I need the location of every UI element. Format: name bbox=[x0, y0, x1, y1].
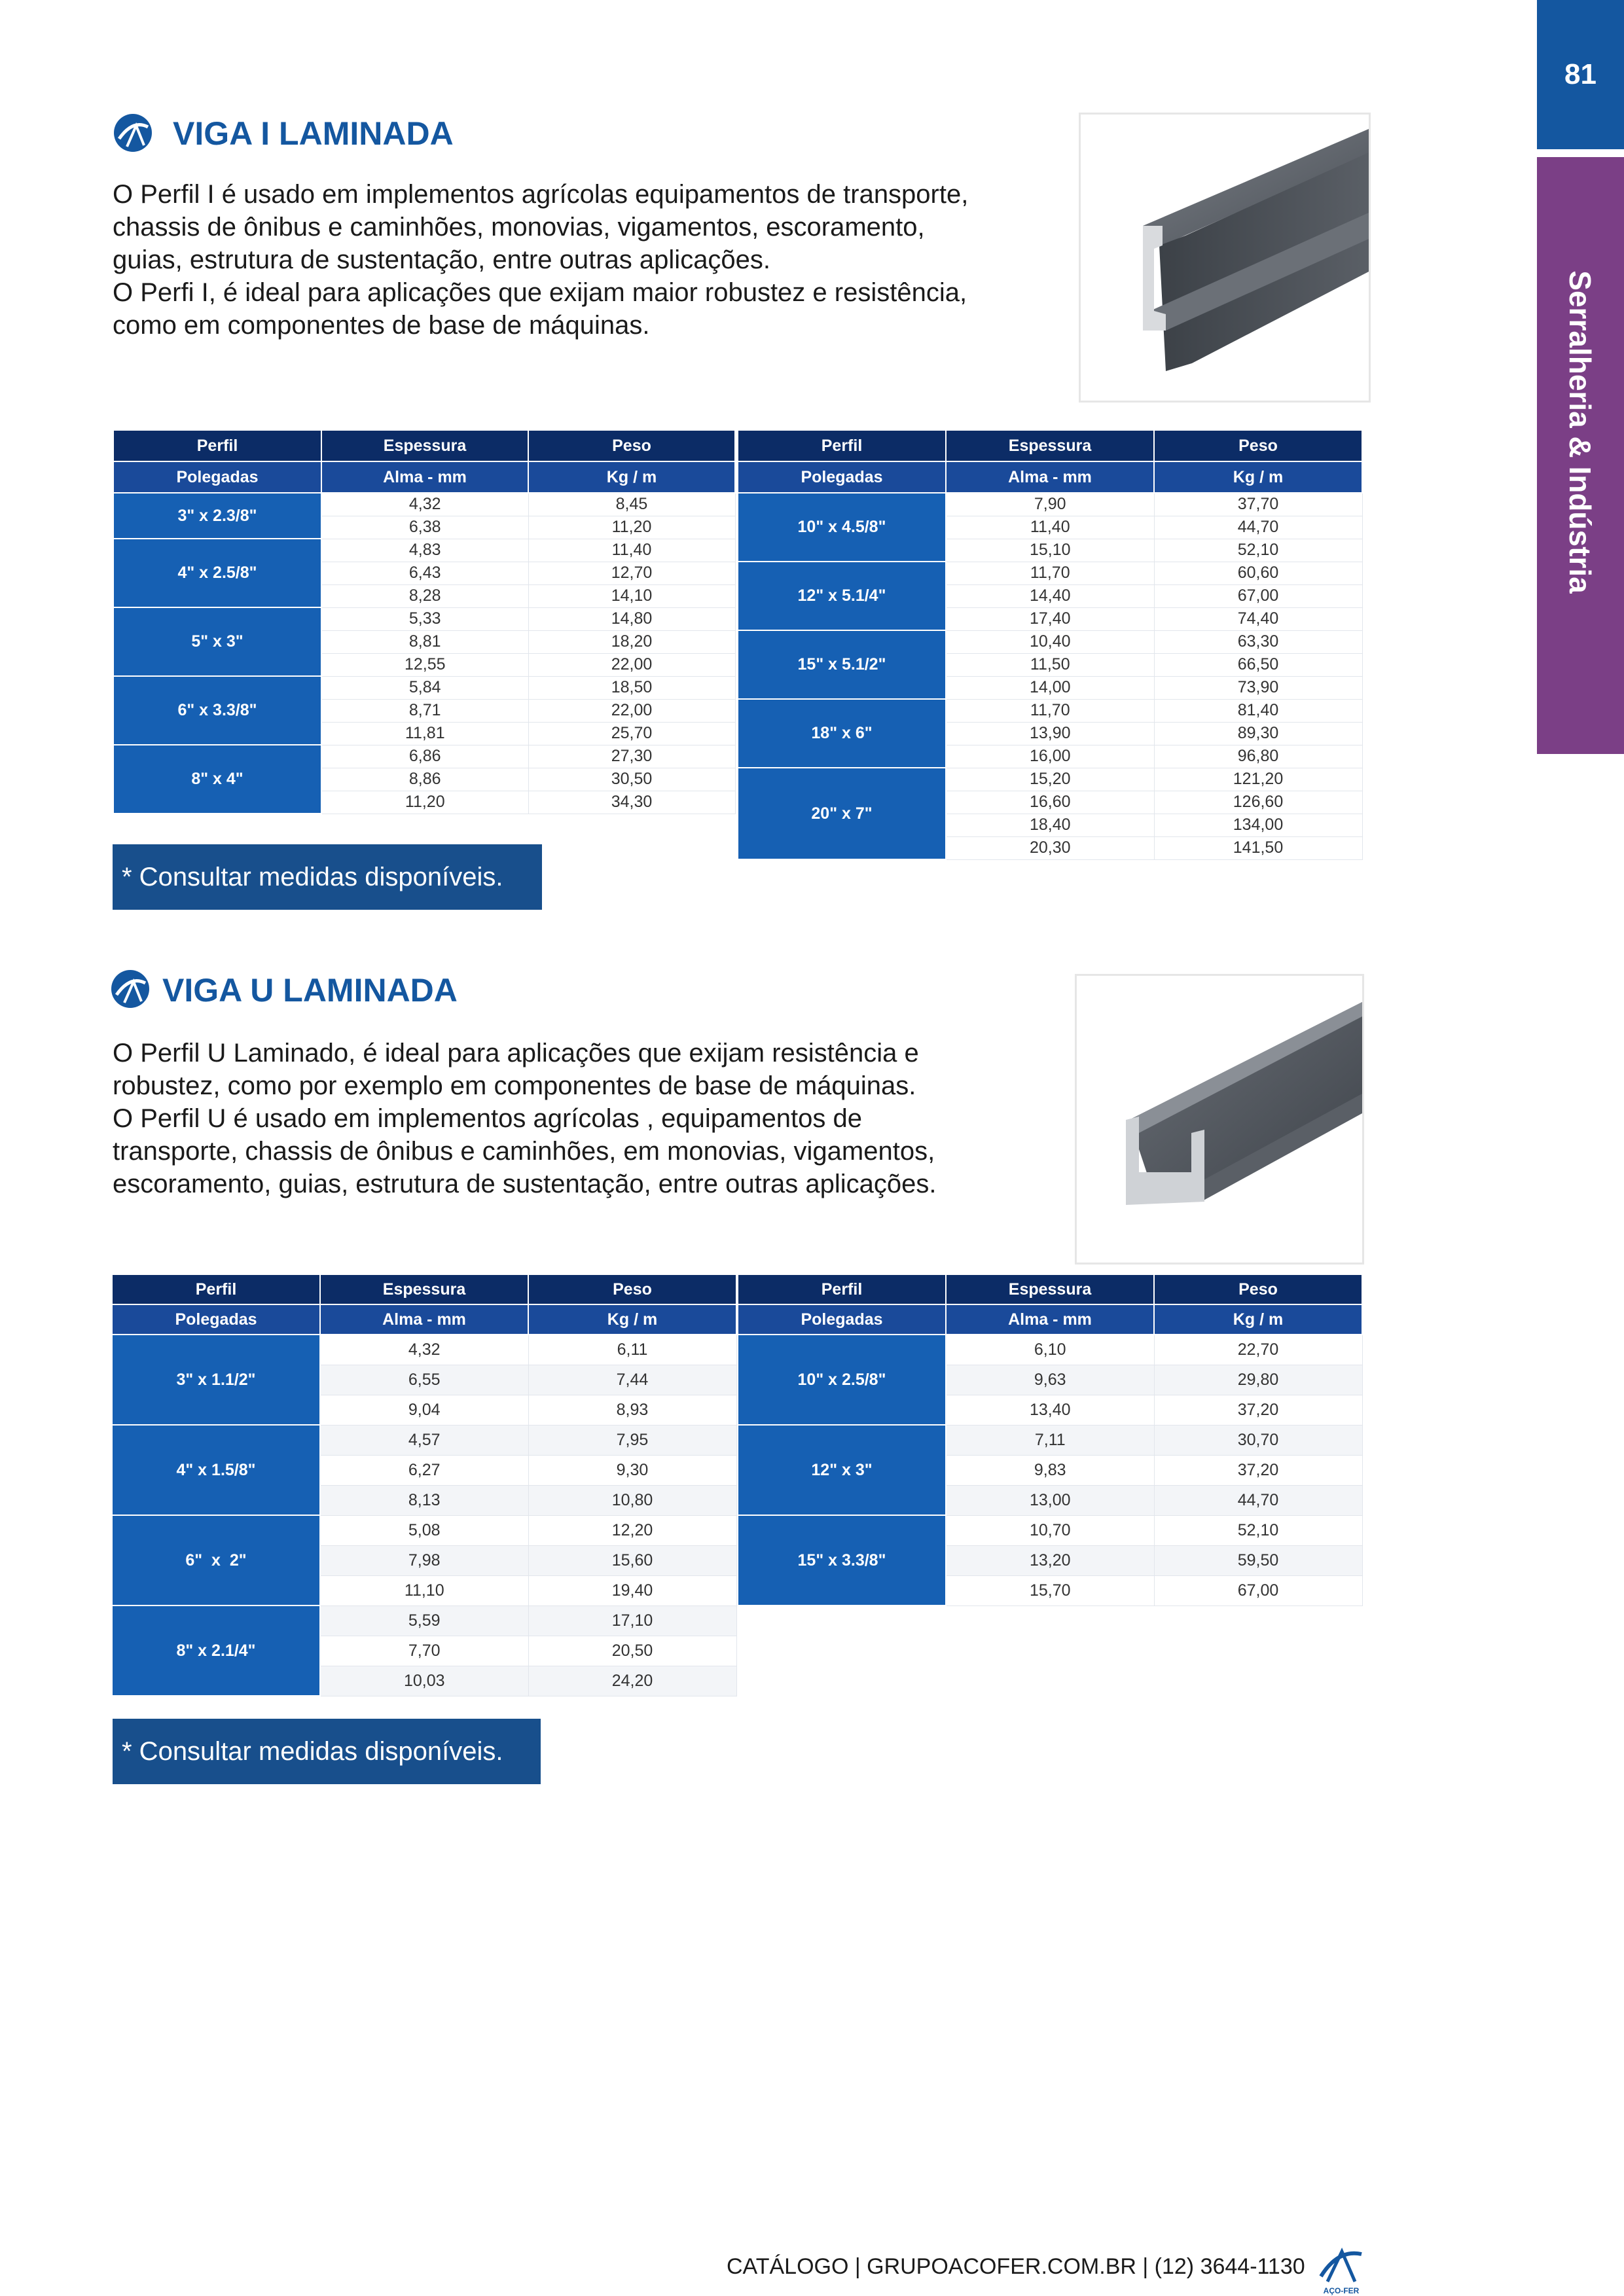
peso-value: 15,60 bbox=[528, 1545, 736, 1575]
peso-value: 7,44 bbox=[528, 1365, 736, 1395]
profile-label: 6" x 2" bbox=[112, 1515, 320, 1605]
table-row bbox=[112, 1335, 736, 1365]
alma-value: 8,71 bbox=[321, 699, 528, 722]
description-line: robustez, como por exemplo em componentes de base de máquinas. bbox=[113, 1071, 916, 1100]
profile-label: 3" x 2.3/8" bbox=[113, 493, 321, 539]
peso-value: 37,20 bbox=[1154, 1395, 1362, 1425]
alma-value: 11,10 bbox=[320, 1575, 528, 1605]
peso-value: 18,20 bbox=[528, 630, 735, 653]
viga-u-note: * Consultar medidas disponíveis. bbox=[113, 1719, 541, 1784]
table-row bbox=[738, 768, 1362, 791]
alma-value: 11,20 bbox=[321, 791, 528, 814]
peso-value: 11,40 bbox=[528, 539, 735, 562]
profile-label: 8" x 4" bbox=[113, 745, 321, 814]
alma-value: 16,60 bbox=[946, 791, 1154, 814]
profile-label: 10" x 2.5/8" bbox=[738, 1335, 946, 1425]
peso-value: 74,40 bbox=[1154, 607, 1362, 630]
alma-value: 7,90 bbox=[946, 493, 1154, 516]
table-row bbox=[113, 539, 735, 562]
peso-value: 134,00 bbox=[1154, 814, 1362, 836]
col-header-polegadas: Polegadas bbox=[113, 461, 321, 493]
col-header-alma: Alma - mm bbox=[321, 461, 528, 493]
peso-value: 17,10 bbox=[528, 1605, 736, 1636]
viga-i-table-right bbox=[737, 429, 1363, 860]
section-tab-label: Serralheria & Indústria bbox=[1563, 270, 1597, 594]
profile-label: 12" x 5.1/4" bbox=[738, 562, 946, 630]
peso-value: 67,00 bbox=[1154, 584, 1362, 607]
profile-label: 18" x 6" bbox=[738, 699, 946, 768]
table-row bbox=[738, 1425, 1362, 1455]
peso-value: 73,90 bbox=[1154, 676, 1362, 699]
alma-value: 5,84 bbox=[321, 676, 528, 699]
alma-value: 8,28 bbox=[321, 584, 528, 607]
table-row bbox=[112, 1425, 736, 1455]
peso-value: 8,45 bbox=[528, 493, 735, 516]
alma-value: 10,70 bbox=[946, 1515, 1154, 1545]
section-title-viga-i: VIGA I LAMINADA bbox=[173, 115, 454, 152]
col-header-espessura: Espessura bbox=[946, 430, 1154, 461]
alma-value: 13,00 bbox=[946, 1485, 1154, 1515]
profile-label: 10" x 4.5/8" bbox=[738, 493, 946, 562]
peso-value: 7,95 bbox=[528, 1425, 736, 1455]
table-row bbox=[738, 493, 1362, 516]
col-header-kgm: Kg / m bbox=[528, 461, 735, 493]
alma-value: 11,81 bbox=[321, 722, 528, 745]
col-header-perfil: Perfil bbox=[738, 1274, 946, 1304]
description-line: como em componentes de base de máquinas. bbox=[113, 311, 650, 340]
table-row bbox=[112, 1605, 736, 1636]
description-line: O Perfi I, é ideal para aplicações que exijam maior robustez e resistência, bbox=[113, 278, 967, 307]
company-logo-icon bbox=[113, 113, 153, 153]
alma-value: 11,50 bbox=[946, 653, 1154, 676]
col-header-peso: Peso bbox=[1154, 1274, 1362, 1304]
alma-value: 10,40 bbox=[946, 630, 1154, 653]
peso-value: 44,70 bbox=[1154, 1485, 1362, 1515]
peso-value: 27,30 bbox=[528, 745, 735, 768]
col-header-perfil: Perfil bbox=[738, 430, 946, 461]
alma-value: 6,55 bbox=[320, 1365, 528, 1395]
profile-label: 15" x 3.3/8" bbox=[738, 1515, 946, 1605]
alma-value: 18,40 bbox=[946, 814, 1154, 836]
description-line: escoramento, guias, estrutura de sustentação, entre outras aplicações. bbox=[113, 1170, 937, 1198]
col-header-kgm: Kg / m bbox=[528, 1304, 736, 1335]
peso-value: 52,10 bbox=[1154, 539, 1362, 562]
col-header-peso: Peso bbox=[528, 1274, 736, 1304]
col-header-espessura: Espessura bbox=[321, 430, 528, 461]
profile-label: 5" x 3" bbox=[113, 607, 321, 676]
description-line: transporte, chassis de ônibus e caminhões, em monovias, vigamentos, bbox=[113, 1137, 935, 1166]
col-header-peso: Peso bbox=[1154, 430, 1362, 461]
peso-value: 30,50 bbox=[528, 768, 735, 791]
peso-value: 89,30 bbox=[1154, 722, 1362, 745]
col-header-alma: Alma - mm bbox=[946, 461, 1154, 493]
col-header-kgm: Kg / m bbox=[1154, 1304, 1362, 1335]
peso-value: 66,50 bbox=[1154, 653, 1362, 676]
alma-value: 14,40 bbox=[946, 584, 1154, 607]
viga-u-table-right bbox=[737, 1274, 1363, 1606]
alma-value: 9,83 bbox=[946, 1455, 1154, 1485]
alma-value: 6,86 bbox=[321, 745, 528, 768]
alma-value: 4,32 bbox=[320, 1335, 528, 1365]
profile-label: 4" x 1.5/8" bbox=[112, 1425, 320, 1515]
alma-value: 16,00 bbox=[946, 745, 1154, 768]
peso-value: 9,30 bbox=[528, 1455, 736, 1485]
peso-value: 81,40 bbox=[1154, 699, 1362, 722]
table-row bbox=[113, 607, 735, 630]
peso-value: 63,30 bbox=[1154, 630, 1362, 653]
table-row bbox=[738, 699, 1362, 722]
peso-value: 67,00 bbox=[1154, 1575, 1362, 1605]
alma-value: 9,63 bbox=[946, 1365, 1154, 1395]
peso-value: 22,00 bbox=[528, 699, 735, 722]
peso-value: 30,70 bbox=[1154, 1425, 1362, 1455]
company-logo-icon bbox=[110, 969, 151, 1009]
profile-label: 12" x 3" bbox=[738, 1425, 946, 1515]
description-line: O Perfil I é usado em implementos agrícolas equipamentos de transporte, bbox=[113, 180, 969, 209]
table-row bbox=[113, 676, 735, 699]
profile-label: 15" x 5.1/2" bbox=[738, 630, 946, 699]
col-header-perfil: Perfil bbox=[113, 430, 321, 461]
alma-value: 10,03 bbox=[320, 1666, 528, 1696]
table-row bbox=[738, 1515, 1362, 1545]
col-header-polegadas: Polegadas bbox=[738, 1304, 946, 1335]
alma-value: 20,30 bbox=[946, 836, 1154, 859]
peso-value: 11,20 bbox=[528, 516, 735, 539]
table-row bbox=[738, 1335, 1362, 1365]
peso-value: 20,50 bbox=[528, 1636, 736, 1666]
profile-label: 4" x 2.5/8" bbox=[113, 539, 321, 607]
peso-value: 12,20 bbox=[528, 1515, 736, 1545]
col-header-alma: Alma - mm bbox=[946, 1304, 1154, 1335]
alma-value: 17,40 bbox=[946, 607, 1154, 630]
peso-value: 34,30 bbox=[528, 791, 735, 814]
peso-value: 121,20 bbox=[1154, 768, 1362, 791]
viga-i-description bbox=[113, 178, 1042, 342]
peso-value: 22,70 bbox=[1154, 1335, 1362, 1365]
alma-value: 6,38 bbox=[321, 516, 528, 539]
alma-value: 8,13 bbox=[320, 1485, 528, 1515]
peso-value: 8,93 bbox=[528, 1395, 736, 1425]
alma-value: 6,27 bbox=[320, 1455, 528, 1485]
alma-value: 4,57 bbox=[320, 1425, 528, 1455]
alma-value: 11,70 bbox=[946, 562, 1154, 584]
peso-value: 29,80 bbox=[1154, 1365, 1362, 1395]
peso-value: 52,10 bbox=[1154, 1515, 1362, 1545]
description-line: chassis de ônibus e caminhões, monovias, vigamentos, escoramento, bbox=[113, 213, 925, 242]
col-header-espessura: Espessura bbox=[320, 1274, 528, 1304]
footer-text: CATÁLOGO | GRUPOACOFER.COM.BR | (12) 3644-1130 bbox=[727, 2254, 1305, 2279]
peso-value: 14,80 bbox=[528, 607, 735, 630]
peso-value: 126,60 bbox=[1154, 791, 1362, 814]
profile-label: 3" x 1.1/2" bbox=[112, 1335, 320, 1425]
alma-value: 11,70 bbox=[946, 699, 1154, 722]
i-beam-photo bbox=[1079, 113, 1371, 403]
alma-value: 11,40 bbox=[946, 516, 1154, 539]
alma-value: 15,10 bbox=[946, 539, 1154, 562]
alma-value: 4,83 bbox=[321, 539, 528, 562]
table-row bbox=[738, 562, 1362, 584]
alma-value: 7,11 bbox=[946, 1425, 1154, 1455]
alma-value: 15,70 bbox=[946, 1575, 1154, 1605]
viga-u-table-left bbox=[111, 1274, 737, 1696]
table-row bbox=[738, 630, 1362, 653]
alma-value: 6,10 bbox=[946, 1335, 1154, 1365]
peso-value: 44,70 bbox=[1154, 516, 1362, 539]
peso-value: 24,20 bbox=[528, 1666, 736, 1696]
peso-value: 96,80 bbox=[1154, 745, 1362, 768]
svg-text:AÇO-FER: AÇO-FER bbox=[1323, 2286, 1360, 2295]
alma-value: 7,98 bbox=[320, 1545, 528, 1575]
peso-value: 14,10 bbox=[528, 584, 735, 607]
table-row bbox=[113, 493, 735, 516]
col-header-kgm: Kg / m bbox=[1154, 461, 1362, 493]
alma-value: 5,59 bbox=[320, 1605, 528, 1636]
alma-value: 4,32 bbox=[321, 493, 528, 516]
u-channel-photo bbox=[1075, 974, 1364, 1265]
peso-value: 18,50 bbox=[528, 676, 735, 699]
peso-value: 19,40 bbox=[528, 1575, 736, 1605]
col-header-peso: Peso bbox=[528, 430, 735, 461]
alma-value: 13,40 bbox=[946, 1395, 1154, 1425]
description-line: guias, estrutura de sustentação, entre outras aplicações. bbox=[113, 245, 771, 274]
table-row bbox=[112, 1515, 736, 1545]
profile-label: 6" x 3.3/8" bbox=[113, 676, 321, 745]
page-number: 81 bbox=[1537, 0, 1624, 149]
peso-value: 37,70 bbox=[1154, 493, 1362, 516]
peso-value: 141,50 bbox=[1154, 836, 1362, 859]
col-header-polegadas: Polegadas bbox=[738, 461, 946, 493]
col-header-perfil: Perfil bbox=[112, 1274, 320, 1304]
alma-value: 9,04 bbox=[320, 1395, 528, 1425]
acofer-logo bbox=[1318, 2245, 1364, 2296]
description-line: O Perfil U é usado em implementos agrícolas , equipamentos de bbox=[113, 1104, 863, 1133]
alma-value: 7,70 bbox=[320, 1636, 528, 1666]
peso-value: 59,50 bbox=[1154, 1545, 1362, 1575]
peso-value: 10,80 bbox=[528, 1485, 736, 1515]
viga-i-note: * Consultar medidas disponíveis. bbox=[113, 844, 542, 910]
description-line: O Perfil U Laminado, é ideal para aplicações que exijam resistência e bbox=[113, 1039, 919, 1067]
alma-value: 5,33 bbox=[321, 607, 528, 630]
profile-label: 20" x 7" bbox=[738, 768, 946, 859]
alma-value: 13,20 bbox=[946, 1545, 1154, 1575]
viga-i-table-left bbox=[113, 429, 736, 814]
table-row bbox=[113, 745, 735, 768]
alma-value: 14,00 bbox=[946, 676, 1154, 699]
viga-u-description bbox=[113, 1037, 1042, 1200]
peso-value: 25,70 bbox=[528, 722, 735, 745]
alma-value: 5,08 bbox=[320, 1515, 528, 1545]
col-header-polegadas: Polegadas bbox=[112, 1304, 320, 1335]
alma-value: 8,81 bbox=[321, 630, 528, 653]
profile-label: 8" x 2.1/4" bbox=[112, 1605, 320, 1696]
alma-value: 8,86 bbox=[321, 768, 528, 791]
peso-value: 60,60 bbox=[1154, 562, 1362, 584]
section-title-viga-u: VIGA U LAMINADA bbox=[162, 972, 458, 1009]
peso-value: 37,20 bbox=[1154, 1455, 1362, 1485]
alma-value: 12,55 bbox=[321, 653, 528, 676]
peso-value: 22,00 bbox=[528, 653, 735, 676]
col-header-alma: Alma - mm bbox=[320, 1304, 528, 1335]
col-header-espessura: Espessura bbox=[946, 1274, 1154, 1304]
peso-value: 12,70 bbox=[528, 562, 735, 584]
peso-value: 6,11 bbox=[528, 1335, 736, 1365]
alma-value: 15,20 bbox=[946, 768, 1154, 791]
alma-value: 6,43 bbox=[321, 562, 528, 584]
alma-value: 13,90 bbox=[946, 722, 1154, 745]
